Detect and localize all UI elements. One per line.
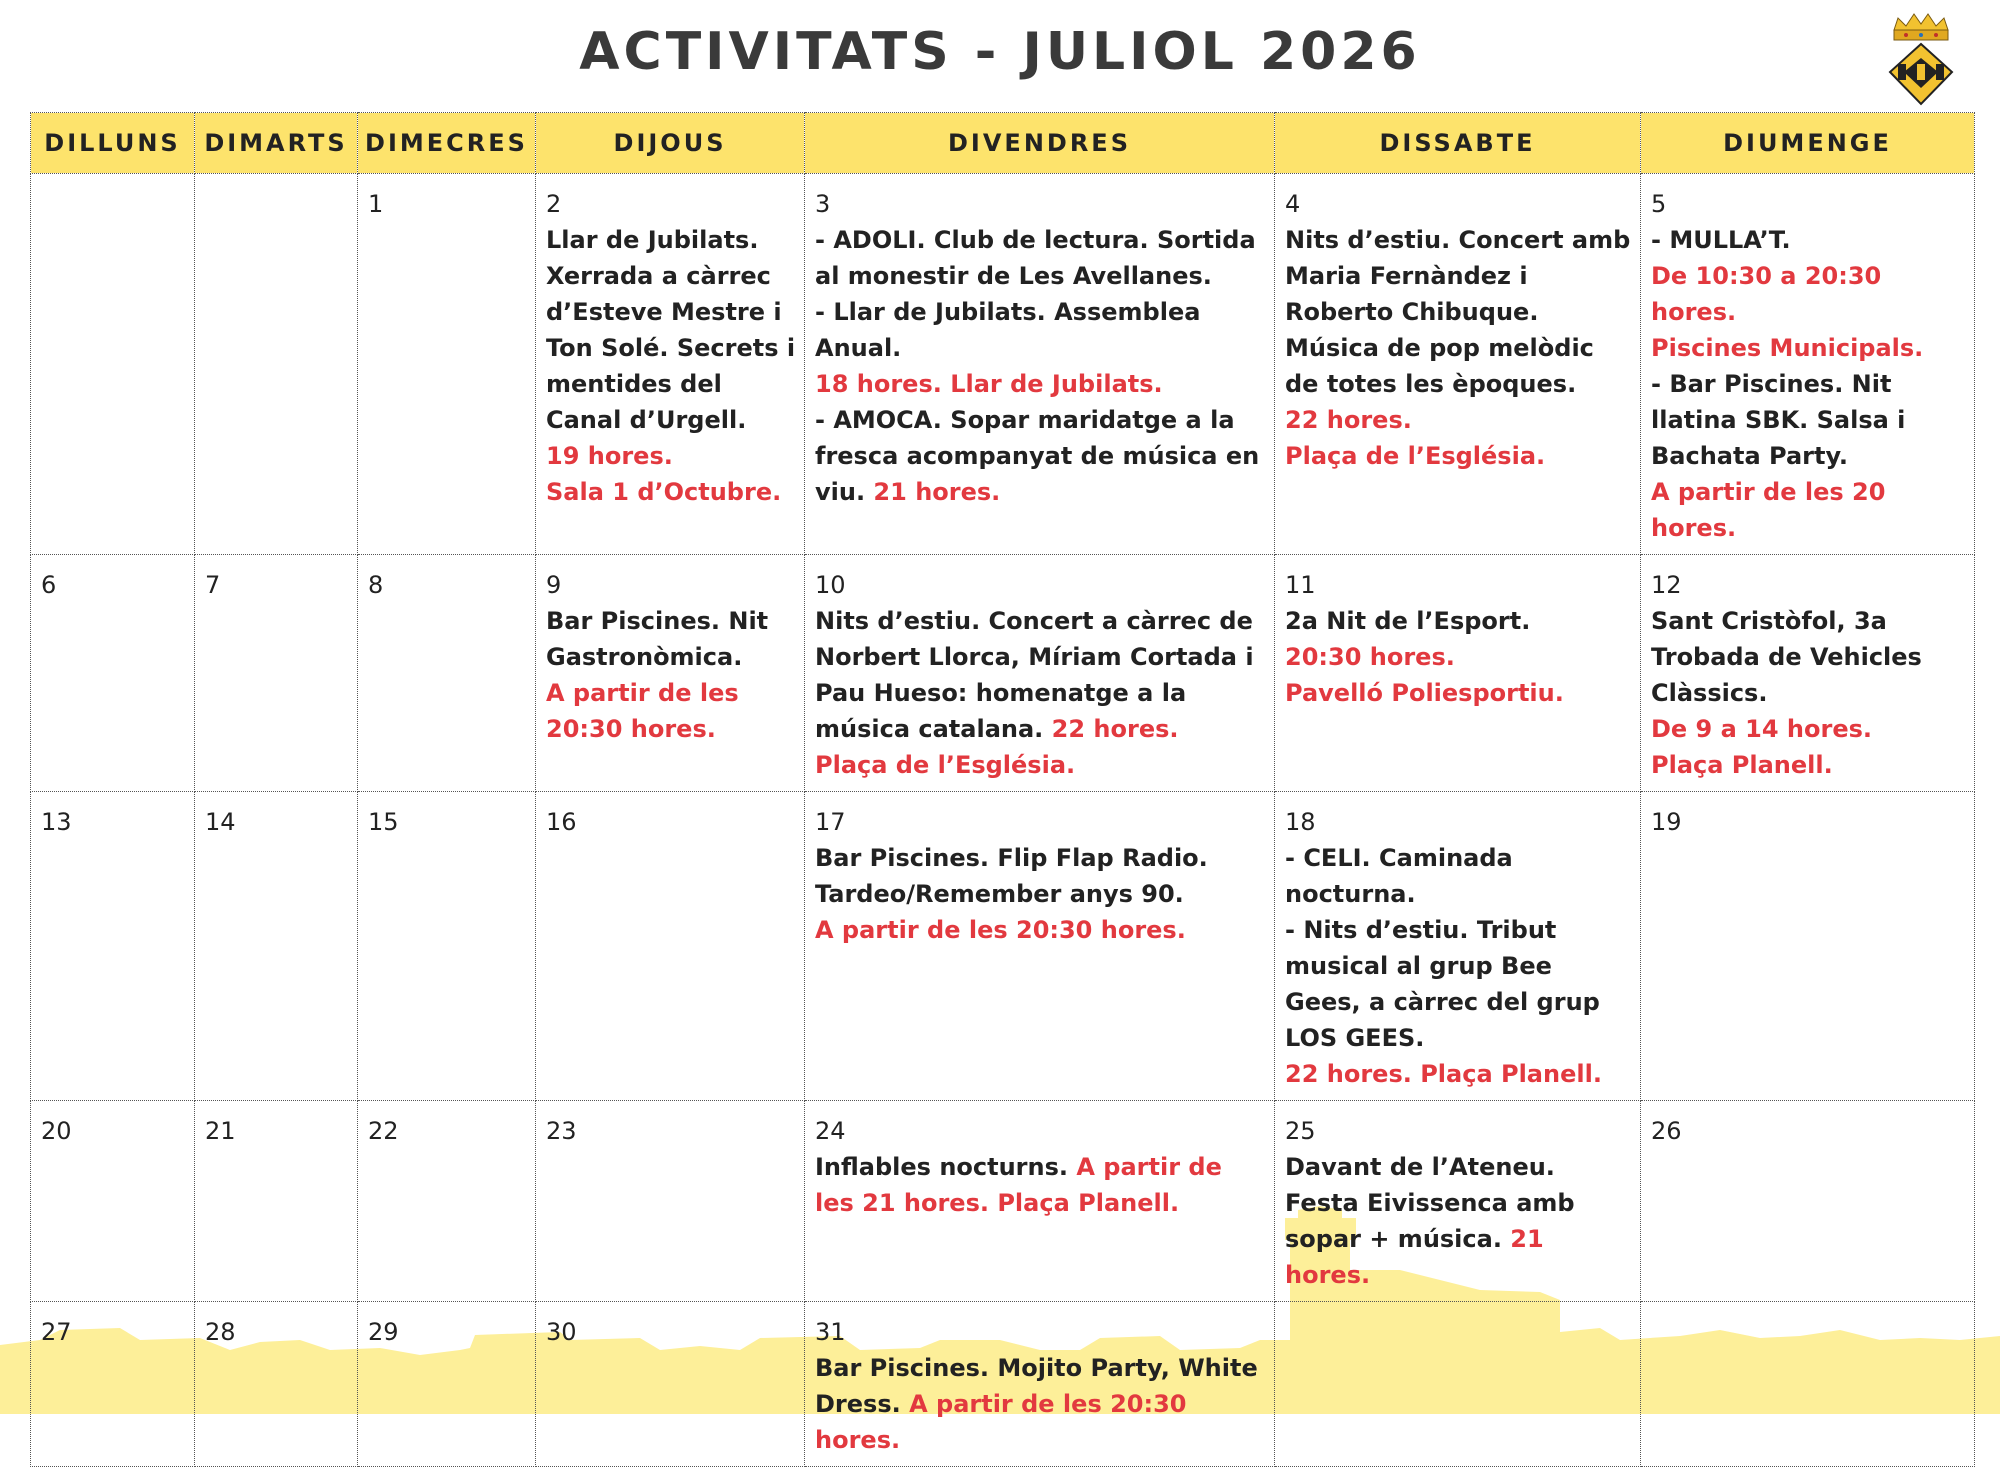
day-cell-12 bbox=[1641, 555, 1975, 792]
day-number: 15 bbox=[368, 808, 399, 836]
page-title: ACTIVITATS - JULIOL 2026 bbox=[579, 22, 1421, 82]
event-description bbox=[815, 1149, 1266, 1221]
day-cell-content bbox=[195, 792, 357, 848]
day-number: 9 bbox=[546, 571, 562, 599]
weekday-header-divendres: DIVENDRES bbox=[805, 113, 1275, 174]
weekday-header-row bbox=[31, 113, 1975, 174]
day-cell-14 bbox=[195, 792, 358, 1101]
day-number: 16 bbox=[546, 808, 577, 836]
event-text: - Llar de Jubilats. Assemblea Anual. bbox=[815, 298, 1201, 362]
day-cell-23 bbox=[536, 1101, 805, 1302]
day-number: 7 bbox=[205, 571, 221, 599]
event-description bbox=[546, 222, 796, 510]
day-cell-6 bbox=[31, 555, 195, 792]
event-time-location: 22 hores. bbox=[1285, 406, 1412, 434]
event-description bbox=[546, 603, 796, 747]
day-number: 12 bbox=[1651, 571, 1682, 599]
event-time-location: 19 hores. bbox=[546, 442, 673, 470]
day-number: 3 bbox=[815, 190, 831, 218]
event-description bbox=[1285, 840, 1632, 1092]
day-number: 27 bbox=[41, 1318, 72, 1346]
day-cell-content bbox=[1275, 555, 1640, 719]
day-number: 6 bbox=[41, 571, 57, 599]
day-cell-content bbox=[536, 792, 804, 848]
event-description bbox=[815, 1350, 1266, 1458]
day-number: 28 bbox=[205, 1318, 236, 1346]
day-number: 4 bbox=[1285, 190, 1301, 218]
event-time-location: A partir de les 20:30 hores. bbox=[546, 679, 739, 743]
event-text: 2a Nit de l’Esport. bbox=[1285, 607, 1531, 635]
calendar-week-row bbox=[31, 792, 1975, 1101]
weekday-header-diumenge: DIUMENGE bbox=[1641, 113, 1975, 174]
weekday-header-dilluns: DILLUNS bbox=[31, 113, 195, 174]
day-cell-content bbox=[805, 555, 1274, 791]
day-number: 25 bbox=[1285, 1117, 1316, 1145]
day-cell-3 bbox=[805, 174, 1275, 555]
day-number: 13 bbox=[41, 808, 72, 836]
day-number: 21 bbox=[205, 1117, 236, 1145]
day-number: 14 bbox=[205, 808, 236, 836]
calendar-week-row bbox=[31, 555, 1975, 792]
event-text: Inflables nocturns. bbox=[815, 1153, 1069, 1181]
day-cell-content bbox=[358, 555, 535, 611]
day-cell-18 bbox=[1275, 792, 1641, 1101]
event-time-location: Plaça Planell. bbox=[1651, 751, 1833, 779]
day-cell-content bbox=[1275, 1101, 1640, 1301]
coat-of-arms-icon bbox=[1886, 12, 1956, 108]
day-cell-content bbox=[1641, 792, 1974, 848]
day-cell-content bbox=[805, 174, 1274, 518]
event-time-location: A partir de les 20 hores. bbox=[1651, 478, 1886, 542]
event-text: - Nits d’estiu. Tribut musical al grup Bee Gees, a càrrec del grup LOS GEES. bbox=[1285, 916, 1600, 1052]
day-number: 11 bbox=[1285, 571, 1316, 599]
day-number: 2 bbox=[546, 190, 562, 218]
day-cell-content bbox=[195, 174, 357, 194]
day-cell-19 bbox=[1641, 792, 1975, 1101]
weekday-header-dimarts: DIMARTS bbox=[195, 113, 358, 174]
event-time-location: 21 hores. bbox=[1285, 1225, 1544, 1289]
day-number: 30 bbox=[546, 1318, 577, 1346]
event-description bbox=[1285, 1149, 1632, 1293]
calendar-week-row bbox=[31, 1302, 1975, 1467]
event-text: Llar de Jubilats. Xerrada a càrrec d’Esteve Mestre i Ton Solé. Secrets i mentides del Canal d’Urgell. bbox=[546, 226, 796, 434]
day-cell-content bbox=[195, 1302, 357, 1358]
day-cell-11 bbox=[1275, 555, 1641, 792]
day-cell-28 bbox=[195, 1302, 358, 1467]
event-time-location: A partir de les 20:30 hores. bbox=[815, 1390, 1187, 1454]
day-cell-content bbox=[358, 174, 535, 230]
day-number: 18 bbox=[1285, 808, 1316, 836]
calendar-week-row bbox=[31, 1101, 1975, 1302]
event-description bbox=[1651, 222, 1966, 546]
day-cell-15 bbox=[358, 792, 536, 1101]
day-cell-content bbox=[536, 1101, 804, 1157]
day-cell-content bbox=[31, 1101, 194, 1157]
day-cell-25 bbox=[1275, 1101, 1641, 1302]
weekday-header-dijous: DIJOUS bbox=[536, 113, 805, 174]
crown-icon bbox=[1894, 14, 1948, 40]
day-cell-content bbox=[1275, 174, 1640, 482]
empty-day-cell bbox=[1641, 1302, 1975, 1467]
event-text: - ADOLI. Club de lectura. Sortida al monestir de Les Avellanes. bbox=[815, 226, 1256, 290]
empty-day-cell bbox=[31, 174, 195, 555]
event-text: - Bar Piscines. Nit llatina SBK. Salsa i Bachata Party. bbox=[1651, 370, 1906, 470]
day-cell-content bbox=[358, 1302, 535, 1358]
day-cell-content bbox=[195, 555, 357, 611]
day-cell-content bbox=[805, 1101, 1274, 1229]
event-text: Bar Piscines. Mojito Party, White Dress. bbox=[815, 1354, 1258, 1418]
day-number: 22 bbox=[368, 1117, 399, 1145]
day-cell-content bbox=[805, 1302, 1274, 1466]
day-cell-9 bbox=[536, 555, 805, 792]
event-time-location: Plaça de l’Església. bbox=[1285, 442, 1546, 470]
event-time-location: 21 hores. bbox=[865, 478, 1001, 506]
day-cell-content bbox=[536, 1302, 804, 1358]
day-cell-content bbox=[1641, 174, 1974, 554]
day-cell-content bbox=[1641, 1101, 1974, 1157]
event-description bbox=[815, 603, 1266, 783]
weekday-header-dissabte: DISSABTE bbox=[1275, 113, 1641, 174]
event-time-location: De 10:30 a 20:30 hores. bbox=[1651, 262, 1882, 326]
day-cell-26 bbox=[1641, 1101, 1975, 1302]
event-time-location: 18 hores. Llar de Jubilats. bbox=[815, 370, 1163, 398]
event-text: Nits d’estiu. Concert amb Maria Fernàndez i Roberto Chibuque. Música de pop melòdic de totes les èpoques. bbox=[1285, 226, 1631, 398]
event-text: - MULLA’T. bbox=[1651, 226, 1791, 254]
event-time-location: Pavelló Poliesportiu. bbox=[1285, 679, 1564, 707]
day-number: 8 bbox=[368, 571, 384, 599]
day-number: 20 bbox=[41, 1117, 72, 1145]
weekday-header-dimecres: DIMECRES bbox=[358, 113, 536, 174]
day-cell-21 bbox=[195, 1101, 358, 1302]
event-text: Nits d’estiu. Concert a càrrec de Norbert Llorca, Míriam Cortada i Pau Hueso: homenatge a la música catalana. bbox=[815, 607, 1254, 743]
event-text: Bar Piscines. Flip Flap Radio. Tardeo/Remember anys 90. bbox=[815, 844, 1208, 908]
day-cell-content bbox=[195, 1101, 357, 1157]
empty-day-cell bbox=[195, 174, 358, 555]
shield-icon bbox=[1890, 44, 1952, 104]
day-number: 31 bbox=[815, 1318, 846, 1346]
day-number: 23 bbox=[546, 1117, 577, 1145]
day-cell-content bbox=[536, 174, 804, 518]
day-cell-13 bbox=[31, 792, 195, 1101]
event-text: Davant de l’Ateneu. Festa Eivissenca amb sopar + música. bbox=[1285, 1153, 1575, 1253]
day-number: 10 bbox=[815, 571, 846, 599]
day-cell-5 bbox=[1641, 174, 1975, 555]
day-cell-22 bbox=[358, 1101, 536, 1302]
event-text: - AMOCA. Sopar maridatge a la fresca acompanyat de música en viu. bbox=[815, 406, 1260, 506]
day-cell-30 bbox=[536, 1302, 805, 1467]
day-number: 26 bbox=[1651, 1117, 1682, 1145]
event-time-location: Piscines Municipals. bbox=[1651, 334, 1924, 362]
day-cell-content bbox=[31, 792, 194, 848]
day-cell-8 bbox=[358, 555, 536, 792]
day-cell-7 bbox=[195, 555, 358, 792]
day-cell-17 bbox=[805, 792, 1275, 1101]
calendar-week-row bbox=[31, 174, 1975, 555]
day-cell-4 bbox=[1275, 174, 1641, 555]
calendar-table bbox=[30, 112, 1975, 1467]
day-cell-1 bbox=[358, 174, 536, 555]
day-number: 29 bbox=[368, 1318, 399, 1346]
event-description bbox=[1651, 603, 1966, 783]
day-cell-content bbox=[358, 792, 535, 848]
event-time-location: A partir de les 20:30 hores. bbox=[815, 916, 1186, 944]
day-number: 19 bbox=[1651, 808, 1682, 836]
day-cell-content bbox=[1641, 1302, 1974, 1322]
event-time-location: Plaça de l’Església. bbox=[815, 751, 1076, 779]
day-cell-content bbox=[1641, 555, 1974, 791]
day-cell-24 bbox=[805, 1101, 1275, 1302]
day-cell-20 bbox=[31, 1101, 195, 1302]
empty-day-cell bbox=[1275, 1302, 1641, 1467]
event-description bbox=[815, 222, 1266, 510]
day-cell-content bbox=[358, 1101, 535, 1157]
event-text: Bar Piscines. Nit Gastronòmica. bbox=[546, 607, 769, 671]
event-description bbox=[1285, 603, 1632, 711]
day-cell-content bbox=[805, 792, 1274, 956]
day-number: 24 bbox=[815, 1117, 846, 1145]
event-description bbox=[815, 840, 1266, 948]
day-cell-content bbox=[31, 555, 194, 611]
day-cell-2 bbox=[536, 174, 805, 555]
event-time-location: 20:30 hores. bbox=[1285, 643, 1455, 671]
day-cell-content bbox=[536, 555, 804, 755]
day-cell-29 bbox=[358, 1302, 536, 1467]
event-description bbox=[1285, 222, 1632, 474]
day-number: 5 bbox=[1651, 190, 1667, 218]
day-cell-content bbox=[1275, 792, 1640, 1100]
day-number: 1 bbox=[368, 190, 384, 218]
event-time-location: Sala 1 d’Octubre. bbox=[546, 478, 782, 506]
day-cell-16 bbox=[536, 792, 805, 1101]
day-cell-content bbox=[31, 174, 194, 194]
day-cell-content bbox=[1275, 1302, 1640, 1322]
event-time-location: A partir de les 21 hores. Plaça Planell. bbox=[815, 1153, 1222, 1217]
event-text: Sant Cristòfol, 3a Trobada de Vehicles Clàssics. bbox=[1651, 607, 1922, 707]
day-cell-27 bbox=[31, 1302, 195, 1467]
day-cell-10 bbox=[805, 555, 1275, 792]
day-cell-content bbox=[31, 1302, 194, 1358]
event-time-location: 22 hores. bbox=[1043, 715, 1179, 743]
day-cell-31 bbox=[805, 1302, 1275, 1467]
day-number: 17 bbox=[815, 808, 846, 836]
event-time-location: 22 hores. Plaça Planell. bbox=[1285, 1060, 1602, 1088]
event-text: - CELI. Caminada nocturna. bbox=[1285, 844, 1513, 908]
event-time-location: De 9 a 14 hores. bbox=[1651, 715, 1873, 743]
